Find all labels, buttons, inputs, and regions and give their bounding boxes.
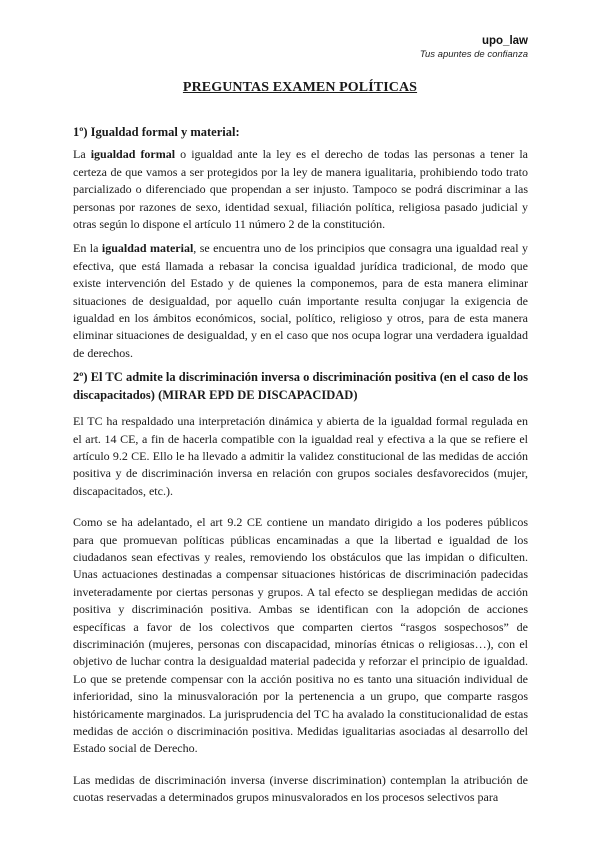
question-1-heading: 1º) Igualdad formal y material: [73, 125, 240, 139]
q2-paragraph-2: Como se ha adelantado, el art 9.2 CE contiene un mandato dirigido a los poderes públicos para que promuevan políticas públicas encaminadas a que la libertad e igualdad de los ciudadanos sean efectivas y reales, removiendo los obstáculos que las impidan o dificulten. Unas actuaciones destinadas a compensar situaciones históricas de discriminación padecidas inveteradamente por ciertas personas y grupos. A tal efecto se despliegan medidas de acción positiva y discriminación positiva. Ambas se identifican con la adopción de acciones específicas a favor de los colectivos que comparten ciertos “rasgos sospechosos” de discriminación (mujeres, personas con discapacidad, minorías étnicas o religiosas…), con el objetivo de luchar contra la desigualdad material padecida y reforzar el principio de igualdad. Lo que se pretende compensar con la acción positiva no es tanto una situación individual de inferioridad, sino la minusvaloración por la pertenencia a un grupo, que comparte rasgos históricamente marginados. La jurisprudencia del TC ha avalado la constitucionalidad de estas medidas de acción o discriminación positiva. Medidas igualitarias asociadas al desarrollo del Estado social de Derecho. [73, 515, 528, 756]
q1-paragraph-formal-equality [73, 146, 528, 233]
document-title: PREGUNTAS EXAMEN POLÍTICAS [182, 80, 418, 95]
q1-p1-post: o igualdad ante la ley es el derecho de todas las personas a tener la certeza de que vamos a ser protegidos por la ley de manera igualitaria, prohibiendo todo trato parcializado o diferenciado que propendan a ser injusto. Tampoco se podrá discriminar a las personas por razones de sexo, identidad sexual, filiación política, religiosa pasado judicial y otras según lo dispone el artículo 11 número 2 de la constitución. [73, 147, 528, 232]
q1-p1-pre: La [73, 147, 91, 162]
q2-paragraph-1: El TC ha respaldado una interpretación dinámica y abierta de la igualdad formal regulada en el art. 14 CE, a fin de hacerla compatible con la igualdad real y efectiva a la que se refiere el artículo 9.2 CE. Ello le ha llevado a admitir la validez constitucional de las medidas de acción positiva y de discriminación inversa en relación con grupos sociales desfavorecidos (mujer, discapacitados, etc.). [73, 414, 528, 498]
page-header [420, 34, 528, 61]
q2-paragraph-3: Las medidas de discriminación inversa (inverse discrimination) contemplan la atribución de cuotas reservadas a determinados grupos minusvalorados en los procesos selectivos para [73, 772, 528, 805]
brand-tagline: Tus apuntes de confianza [419, 49, 528, 60]
q1-paragraph-material-equality [73, 240, 528, 362]
q1-p2-post: , se encuentra uno de los principios que consagra una igualdad real y efectiva, que está llamada a rebasar la concisa igualdad jurídica tradicional, de modo que existe intervención del Estado y de quienes la componemos, para de esta manera eliminar situaciones de desigualdad, por aquello cuán importante resulta conjugar la exigencia de igualdad en los ámbitos económicos, social, político, religioso y otros, para de esta manera eliminar situaciones de desigualdad, y en el caso que nos ocupa lograr una verdadera igualdad de derechos. [73, 241, 528, 360]
document-body [73, 124, 528, 814]
question-2-heading: 2º) El TC admite la discriminación inversa o discriminación positiva (en el caso de los discapacitados) (MIRAR EPD DE DISCAPACIDAD) [73, 370, 528, 402]
q1-p2-bold-term: igualdad material [101, 241, 194, 256]
brand-name: upo_law [481, 35, 528, 47]
q1-p1-bold-term: igualdad formal [90, 147, 176, 162]
q1-p2-pre: En la [73, 241, 102, 256]
